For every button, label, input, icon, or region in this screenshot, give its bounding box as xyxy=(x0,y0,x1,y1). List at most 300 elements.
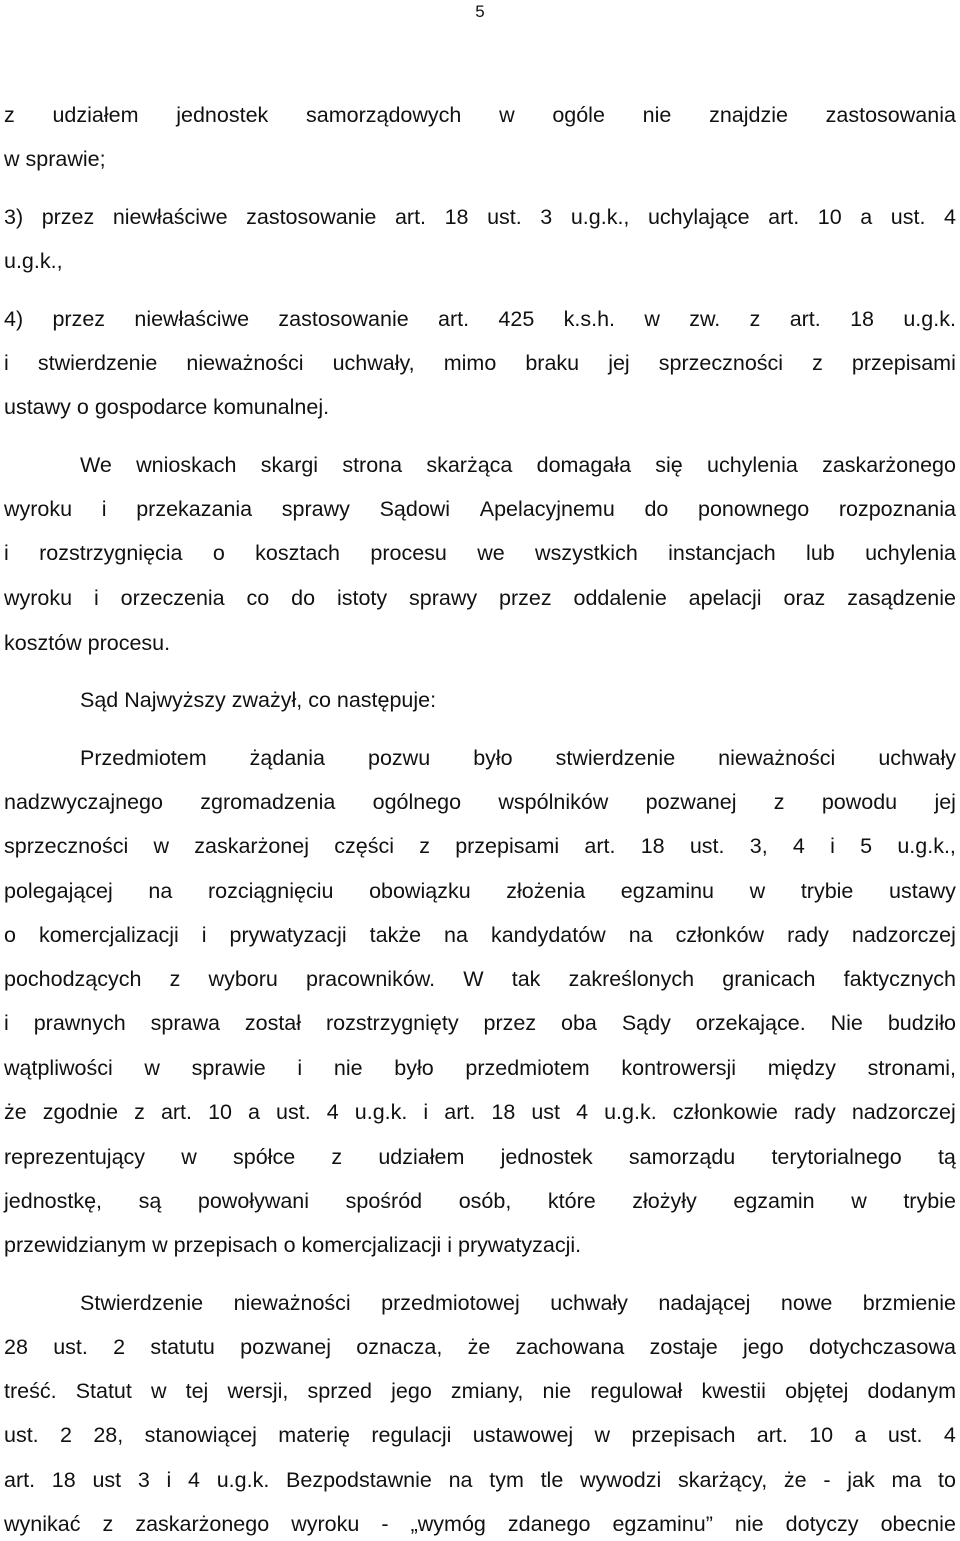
word: osób, xyxy=(458,1189,512,1213)
word: - xyxy=(381,1512,389,1536)
word: 2 xyxy=(60,1423,72,1447)
word: zdanego xyxy=(507,1512,591,1536)
word: udziałem xyxy=(52,103,139,127)
text-line xyxy=(4,1467,956,1493)
word: stronami, xyxy=(867,1056,956,1080)
word: ust. xyxy=(890,205,926,229)
word: wersji, xyxy=(227,1379,289,1403)
word: jego xyxy=(743,1335,784,1359)
word: rozpoznania xyxy=(838,497,956,521)
word: uchwały, xyxy=(332,351,415,375)
word: został xyxy=(244,1011,302,1035)
word: ust. xyxy=(276,1100,311,1124)
word: art. xyxy=(4,1468,36,1492)
word: w xyxy=(851,1189,867,1213)
word: nie xyxy=(734,1512,764,1536)
word: 18 xyxy=(444,205,469,229)
word: do xyxy=(644,497,669,521)
word: ustawy xyxy=(889,879,956,903)
word: i xyxy=(201,923,207,947)
word: granicach xyxy=(722,967,816,991)
word: w xyxy=(499,103,515,127)
word: na xyxy=(628,923,653,947)
word: ust xyxy=(531,1100,561,1124)
word: a xyxy=(248,1100,260,1124)
text-line xyxy=(4,789,956,815)
word: lub xyxy=(806,541,835,565)
word: oddalenie xyxy=(573,586,667,610)
word: budziło xyxy=(887,1011,956,1035)
word: na xyxy=(444,923,468,947)
word: z xyxy=(749,307,761,331)
word: u.g.k. xyxy=(354,1100,408,1124)
word: Statut xyxy=(75,1379,132,1403)
word: art. xyxy=(584,834,616,858)
word: złożyły xyxy=(632,1189,697,1213)
word: zw. xyxy=(689,307,721,331)
text-line xyxy=(4,1144,956,1170)
word: statutu xyxy=(150,1335,215,1359)
word: art. xyxy=(789,307,821,331)
word: wyboru xyxy=(208,967,278,991)
page-number: 5 xyxy=(475,2,485,21)
word: jednostek xyxy=(500,1145,593,1169)
word: przez xyxy=(499,586,552,610)
word: Stwierdzenie xyxy=(80,1291,204,1315)
word: i xyxy=(297,1056,303,1080)
word: o xyxy=(4,923,16,947)
word: sprawie xyxy=(191,1056,266,1080)
word: ust xyxy=(92,1468,122,1492)
word: jednostek xyxy=(176,103,269,127)
word: oznacza, xyxy=(356,1335,443,1359)
word: istoty xyxy=(336,586,388,610)
word: treść. xyxy=(4,1379,57,1403)
word: sprzeczności xyxy=(658,351,784,375)
word: uchwały xyxy=(878,746,956,770)
word: przez xyxy=(41,205,95,229)
word: Bezpodstawnie xyxy=(286,1468,432,1492)
word: oba xyxy=(561,1011,597,1035)
text-line xyxy=(4,306,956,332)
word: apelacji xyxy=(688,586,762,610)
word: w xyxy=(153,834,170,858)
word: stanowiącej xyxy=(144,1423,257,1447)
word: ust. xyxy=(53,1335,88,1359)
word: tle xyxy=(540,1468,564,1492)
word: części xyxy=(334,834,394,858)
word: regulował xyxy=(590,1379,683,1403)
word: było xyxy=(473,746,513,770)
text-line xyxy=(80,1290,956,1316)
word: sprzed xyxy=(307,1379,373,1403)
word: Sądy xyxy=(621,1011,671,1035)
word: przepisach xyxy=(631,1423,736,1447)
word: i xyxy=(4,1011,9,1035)
word: 4 xyxy=(576,1100,589,1124)
word: zastosowanie xyxy=(246,205,377,229)
word: art. xyxy=(756,1423,788,1447)
word: zostaje xyxy=(649,1335,718,1359)
word: że xyxy=(467,1335,491,1359)
word: regulacji xyxy=(371,1423,452,1447)
word: 5 xyxy=(860,834,873,858)
word: polegającej xyxy=(4,879,113,903)
word: mimo xyxy=(443,351,497,375)
text-line xyxy=(4,350,956,376)
word: u.g.k., xyxy=(570,205,630,229)
text-line xyxy=(4,1422,956,1448)
word: i xyxy=(4,351,9,375)
word: 4 xyxy=(943,205,956,229)
word: jej xyxy=(934,790,956,814)
word: rozciągnięciu xyxy=(207,879,334,903)
word: skargi xyxy=(260,453,319,477)
word: 10 xyxy=(809,1423,834,1447)
word: o xyxy=(212,541,225,565)
word: na xyxy=(148,879,173,903)
text-line xyxy=(4,204,956,230)
word: w xyxy=(594,1423,611,1447)
word: rozstrzygnięty xyxy=(325,1011,459,1035)
word: Nie xyxy=(830,1011,863,1035)
word: sprawy xyxy=(409,586,478,610)
word: z xyxy=(331,1145,343,1169)
word: wszystkich xyxy=(535,541,638,565)
word: nieważności xyxy=(718,746,836,770)
word: zaskarżonego xyxy=(822,453,956,477)
word: 3, xyxy=(749,834,768,858)
text-line xyxy=(4,833,956,859)
word: pozwanej xyxy=(645,790,737,814)
word: wynikać xyxy=(4,1512,81,1536)
word: zastosowania xyxy=(825,103,956,127)
word: i xyxy=(166,1468,172,1492)
word: się xyxy=(655,453,683,477)
word: zaskarżonej xyxy=(194,834,309,858)
text-line: przewidzianym w przepisach o komercjalizacji i prywatyzacji. xyxy=(4,1233,582,1257)
word: obecnie xyxy=(880,1512,956,1536)
word: 2 xyxy=(113,1335,126,1359)
word: jego xyxy=(391,1379,432,1403)
word: kosztach xyxy=(255,541,341,565)
word: art. xyxy=(160,1100,193,1124)
word: kwestii xyxy=(701,1379,766,1403)
word: ust. xyxy=(689,834,725,858)
word: Sądowi xyxy=(379,497,451,521)
word: instancjach xyxy=(668,541,776,565)
word: wywodzi xyxy=(580,1468,662,1492)
word: reprezentujący xyxy=(4,1145,146,1169)
word: członkowie xyxy=(672,1100,778,1124)
word: jednostkę, xyxy=(4,1189,103,1213)
word: przedmiotowej xyxy=(381,1291,520,1315)
word: 18 xyxy=(51,1468,76,1492)
word: że xyxy=(783,1468,807,1492)
word: z xyxy=(773,790,785,814)
word: k.s.h. xyxy=(563,307,616,331)
word: tak xyxy=(511,967,541,991)
text-line xyxy=(4,1378,956,1404)
word: ma xyxy=(891,1468,922,1492)
word: nie xyxy=(542,1379,572,1403)
word: i xyxy=(830,834,835,858)
word: dotychczasowa xyxy=(808,1335,956,1359)
word: przepisami xyxy=(851,351,956,375)
word: procesu xyxy=(370,541,447,565)
word: zaskarżonego xyxy=(135,1512,270,1536)
word: ponownego xyxy=(698,497,810,521)
word: 425 xyxy=(498,307,535,331)
text-line: w sprawie; xyxy=(4,147,106,171)
word: nowe xyxy=(780,1291,833,1315)
word: udziałem xyxy=(378,1145,465,1169)
word: 4 xyxy=(792,834,805,858)
word: nie xyxy=(642,103,672,127)
word: że xyxy=(4,1100,27,1124)
text-line xyxy=(4,1010,956,1036)
word: 28 xyxy=(4,1335,28,1359)
word: komercjalizacji xyxy=(38,923,179,947)
text-line xyxy=(80,745,956,771)
text-line xyxy=(80,452,956,478)
word: powoływani xyxy=(197,1189,310,1213)
word: 18 xyxy=(491,1100,516,1124)
word: tej xyxy=(185,1379,209,1403)
word: W xyxy=(463,967,484,991)
word: wątpliwości xyxy=(4,1056,113,1080)
word: 18 xyxy=(850,307,875,331)
word: do xyxy=(291,586,316,610)
word: trybie xyxy=(800,879,854,903)
word: żądania xyxy=(249,746,325,770)
word: Przedmiotem xyxy=(80,746,207,770)
word: uchylenia xyxy=(865,541,956,565)
text-line xyxy=(4,1099,956,1125)
word: znajdzie xyxy=(709,103,788,127)
word: było xyxy=(394,1056,434,1080)
word: „wymóg xyxy=(410,1512,486,1536)
text-line xyxy=(4,102,956,128)
word: orzekające. xyxy=(695,1011,806,1035)
word: We xyxy=(80,453,112,477)
word: uchylenia xyxy=(707,453,798,477)
word: z xyxy=(102,1512,114,1536)
word: między xyxy=(767,1056,836,1080)
word: z xyxy=(134,1100,145,1124)
text-line xyxy=(4,496,956,522)
word: to xyxy=(938,1468,956,1492)
word: co xyxy=(246,586,270,610)
word: oraz xyxy=(783,586,826,610)
word: art. xyxy=(438,307,470,331)
word: rady xyxy=(787,923,829,947)
word: dodanym xyxy=(867,1379,956,1403)
word: kandydatów xyxy=(490,923,606,947)
word: przez xyxy=(483,1011,537,1035)
word: przedmiotem xyxy=(465,1056,590,1080)
word: ust. xyxy=(487,205,522,229)
word: i xyxy=(101,497,107,521)
word: uchylające xyxy=(647,205,750,229)
word: we xyxy=(477,541,505,565)
word: przez xyxy=(52,307,106,331)
word: nieważności xyxy=(233,1291,351,1315)
word: u.g.k. xyxy=(903,307,956,331)
word: ogólnego xyxy=(372,790,462,814)
word: brzmienie xyxy=(862,1291,956,1315)
word: z xyxy=(169,967,181,991)
word: objętej xyxy=(785,1379,849,1403)
word: przepisami xyxy=(455,834,560,858)
word: w xyxy=(150,1379,167,1403)
word: zasądzenie xyxy=(847,586,956,610)
word: strona xyxy=(342,453,403,477)
word: stwierdzenie xyxy=(555,746,676,770)
word: 4 xyxy=(943,1423,956,1447)
section-heading: Sąd Najwyższy zważył, co następuje: xyxy=(80,688,437,712)
word: obowiązku xyxy=(369,879,471,903)
word: terytorialnego xyxy=(771,1145,902,1169)
word: a xyxy=(854,1423,867,1447)
word: z xyxy=(419,834,430,858)
word: skarżąca xyxy=(426,453,513,477)
word: i xyxy=(423,1100,429,1124)
word: u.g.k. xyxy=(604,1100,657,1124)
word: i xyxy=(94,586,99,610)
text-line xyxy=(4,1334,956,1360)
word: 4 xyxy=(326,1100,339,1124)
word: 18 xyxy=(640,834,665,858)
word: prawnych xyxy=(33,1011,126,1035)
word: art. xyxy=(444,1100,476,1124)
word: niewłaściwe xyxy=(112,205,228,229)
word: 10 xyxy=(208,1100,232,1124)
word: nadzwyczajnego xyxy=(4,790,163,814)
word: jak xyxy=(847,1468,875,1492)
word: nieważności xyxy=(186,351,304,375)
word: braku xyxy=(525,351,580,375)
word: ust. xyxy=(4,1423,39,1447)
text-line xyxy=(4,540,956,566)
word: materię xyxy=(278,1423,350,1447)
word: są xyxy=(138,1189,162,1213)
word: art. xyxy=(394,205,427,229)
word: wyroku xyxy=(291,1512,360,1536)
word: egzaminu xyxy=(620,879,715,903)
text-line xyxy=(4,1188,956,1214)
word: zachowana xyxy=(515,1335,625,1359)
word: kontrowersji xyxy=(621,1056,737,1080)
word: dotyczy xyxy=(785,1512,859,1536)
word: wyroku xyxy=(4,586,73,610)
word: nie xyxy=(333,1056,363,1080)
word: w xyxy=(181,1145,197,1169)
word: pozwu xyxy=(368,746,431,770)
word: 3 xyxy=(137,1468,150,1492)
word: ogóle xyxy=(552,103,605,127)
word: art. xyxy=(768,205,800,229)
word: sprzeczności xyxy=(4,834,129,858)
word: prywatyzacji xyxy=(229,923,347,947)
text-line xyxy=(4,966,956,992)
word: orzeczenia xyxy=(120,586,225,610)
word: u.g.k., xyxy=(897,834,956,858)
word: pracowników. xyxy=(306,967,436,991)
word: zakreślonych xyxy=(568,967,695,991)
word: w xyxy=(644,307,660,331)
word: 4 xyxy=(188,1468,200,1492)
word: powodu xyxy=(821,790,898,814)
word: wspólników xyxy=(498,790,609,814)
word: niewłaściwe xyxy=(134,307,250,331)
text-line xyxy=(4,922,956,948)
word: tym xyxy=(489,1468,524,1492)
word: zgromadzenia xyxy=(200,790,336,814)
text-line xyxy=(4,878,956,904)
word: 10 xyxy=(817,205,842,229)
word: sprawa xyxy=(150,1011,220,1035)
word: uchwały xyxy=(550,1291,628,1315)
word: domagała xyxy=(536,453,632,477)
word: w xyxy=(749,879,766,903)
word: samorządowych xyxy=(306,103,462,127)
word: zmiany, xyxy=(450,1379,524,1403)
word: skarżący, xyxy=(677,1468,768,1492)
word: pozwanej xyxy=(240,1335,331,1359)
word: wyroku xyxy=(4,497,73,521)
word: Apelacyjnemu xyxy=(479,497,615,521)
word: rady xyxy=(793,1100,836,1124)
word: spółce xyxy=(233,1145,296,1169)
word: - xyxy=(823,1468,831,1492)
word: jej xyxy=(608,351,630,375)
word: zgodnie xyxy=(42,1100,119,1124)
word: spośród xyxy=(345,1189,423,1213)
word: ustawowej xyxy=(472,1423,574,1447)
word: sprawy xyxy=(281,497,350,521)
word: stwierdzenie xyxy=(37,351,158,375)
word: przekazania xyxy=(136,497,253,521)
word: faktycznych xyxy=(843,967,956,991)
word: ust. xyxy=(887,1423,923,1447)
word: 3 xyxy=(540,205,553,229)
word: nadającej xyxy=(658,1291,751,1315)
word: z xyxy=(812,351,823,375)
word: u.g.k. xyxy=(216,1468,270,1492)
text-line xyxy=(4,1055,956,1081)
text-line: kosztów procesu. xyxy=(4,631,171,655)
word: złożenia xyxy=(506,879,586,903)
word: tą xyxy=(937,1145,956,1169)
word: nadzorczej xyxy=(851,1100,956,1124)
word: 28, xyxy=(93,1423,124,1447)
text-line xyxy=(4,585,956,611)
word: z xyxy=(4,103,15,127)
word: w xyxy=(144,1056,160,1080)
word: i xyxy=(4,541,9,565)
word: 4) xyxy=(4,307,24,331)
text-line xyxy=(4,1511,956,1537)
text-line: ustawy o gospodarce komunalnej. xyxy=(4,395,330,419)
text-line: u.g.k., xyxy=(4,249,63,273)
word: rozstrzygnięcia xyxy=(39,541,183,565)
word: egzaminu” xyxy=(612,1512,713,1536)
word: zastosowanie xyxy=(278,307,409,331)
word: które xyxy=(547,1189,596,1213)
word: członków xyxy=(675,923,765,947)
word: także xyxy=(369,923,422,947)
